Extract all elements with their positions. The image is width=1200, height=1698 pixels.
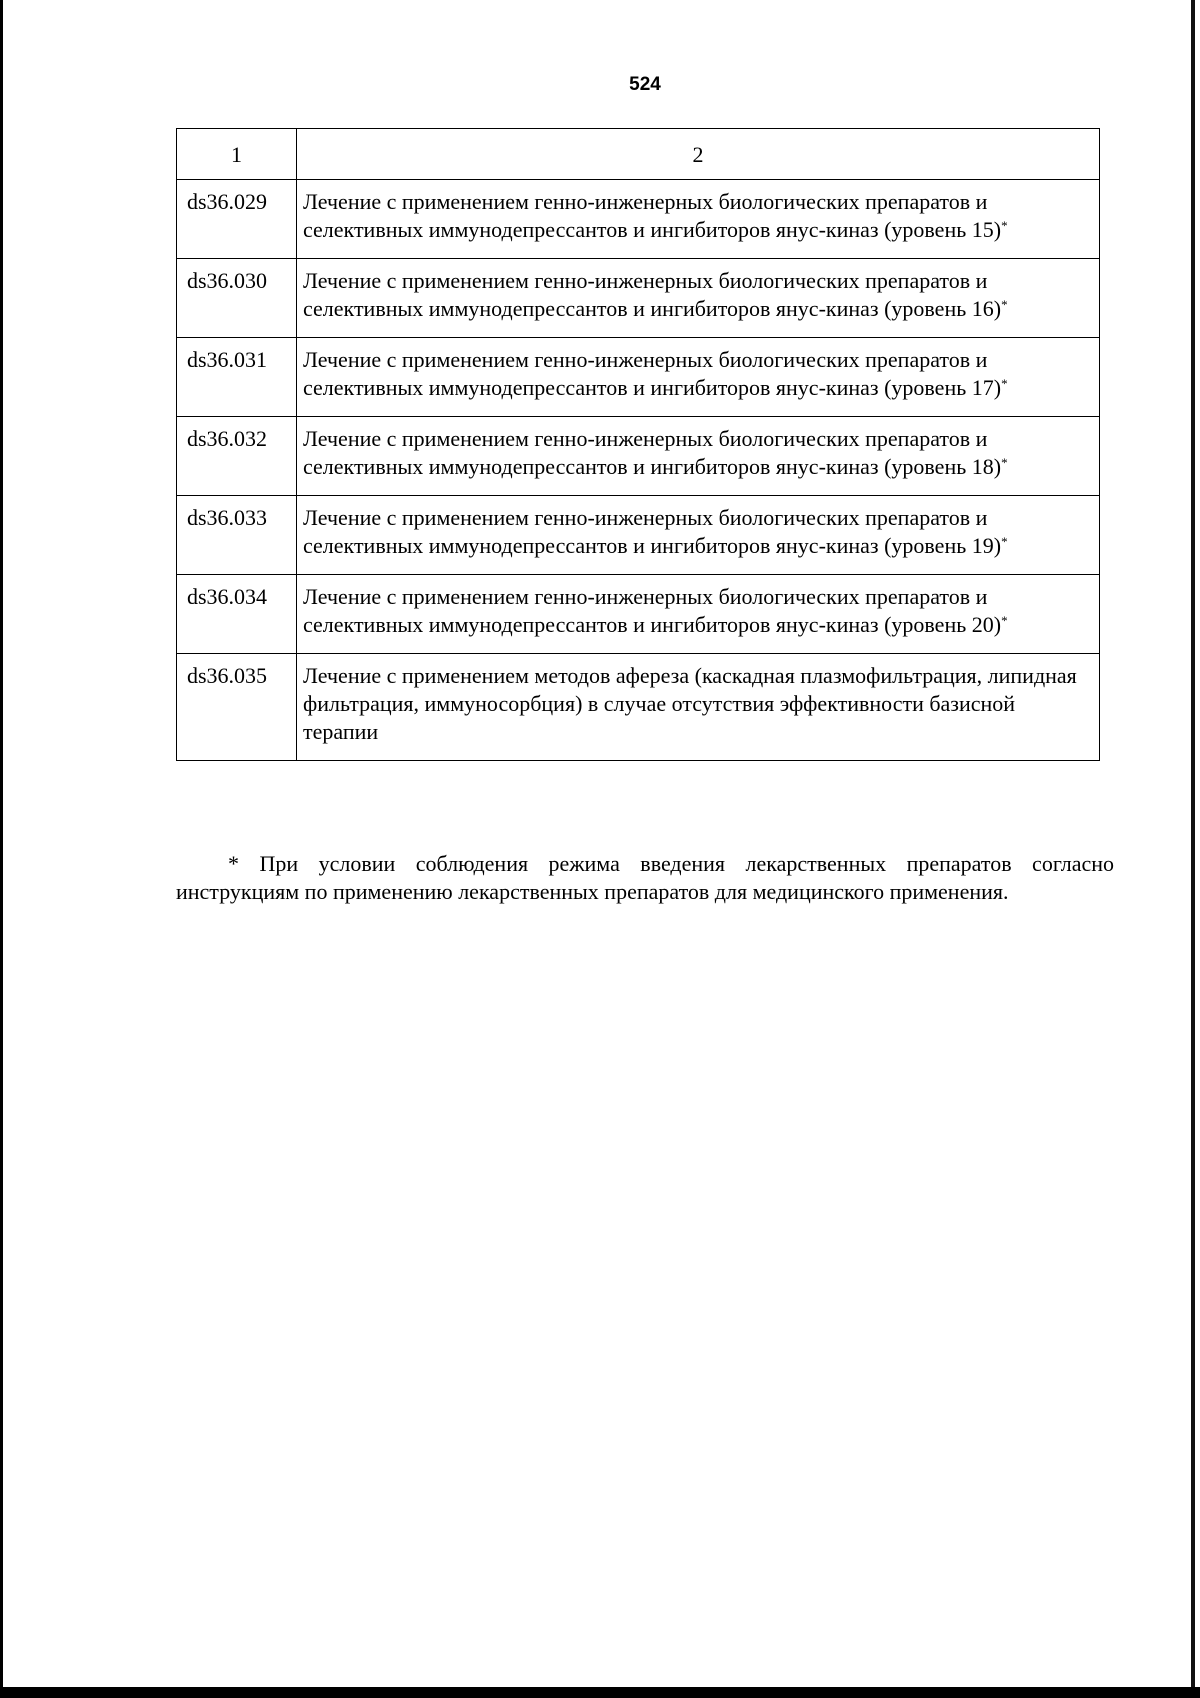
footnote-marker: * bbox=[1001, 297, 1008, 312]
table-header-col-1: 1 bbox=[177, 129, 297, 180]
row-description-cell bbox=[297, 259, 1100, 338]
table-header-row bbox=[177, 129, 1100, 180]
page-number: 524 bbox=[629, 74, 661, 95]
row-code: ds36.030 bbox=[177, 259, 297, 338]
table-row bbox=[177, 338, 1100, 417]
row-description: Лечение с применением генно-инженерных биологических препаратов и селективных иммунодепрессантов и ингибиторов янус-киназ (уровень 15) bbox=[303, 189, 1002, 242]
row-code: ds36.034 bbox=[177, 575, 297, 654]
scan-edge-left bbox=[0, 0, 3, 1698]
procedures-table bbox=[176, 128, 1100, 761]
footnote-marker: * bbox=[1001, 218, 1008, 233]
footnote: * При условии соблюдения режима введения лекарственных препаратов согласно инструкциям по применению лекарственных препаратов для медицинского применения. bbox=[176, 851, 1114, 904]
table-body bbox=[177, 129, 1100, 761]
footnote-marker: * bbox=[1001, 455, 1008, 470]
row-code: ds36.031 bbox=[177, 338, 297, 417]
row-code: ds36.029 bbox=[177, 180, 297, 259]
row-description: Лечение с применением генно-инженерных биологических препаратов и селективных иммунодепрессантов и ингибиторов янус-киназ (уровень 16) bbox=[303, 268, 1002, 321]
footnote-marker: * bbox=[1001, 376, 1008, 391]
table-row bbox=[177, 259, 1100, 338]
row-code: ds36.032 bbox=[177, 417, 297, 496]
row-description: Лечение с применением методов афереза (каскадная плазмофильтрация, липидная фильтрация, иммуносорбция) в случае отсутствия эффективности базисной терапии bbox=[303, 663, 1077, 744]
scan-edge-bottom bbox=[0, 1687, 1200, 1698]
row-description-cell bbox=[297, 575, 1100, 654]
table-row bbox=[177, 417, 1100, 496]
table-row bbox=[177, 496, 1100, 575]
row-description: Лечение с применением генно-инженерных биологических препаратов и селективных иммунодепрессантов и ингибиторов янус-киназ (уровень 17) bbox=[303, 347, 1002, 400]
row-code: ds36.033 bbox=[177, 496, 297, 575]
table-row bbox=[177, 180, 1100, 259]
row-description-cell bbox=[297, 654, 1100, 761]
table-header-col-2: 2 bbox=[297, 129, 1100, 180]
row-description: Лечение с применением генно-инженерных биологических препаратов и селективных иммунодепрессантов и ингибиторов янус-киназ (уровень 18) bbox=[303, 426, 1002, 479]
row-description-cell bbox=[297, 417, 1100, 496]
footnote-marker: * bbox=[1001, 613, 1008, 628]
row-description-cell bbox=[297, 338, 1100, 417]
row-code: ds36.035 bbox=[177, 654, 297, 761]
row-description-cell bbox=[297, 496, 1100, 575]
footnote-marker: * bbox=[1001, 534, 1008, 549]
row-description: Лечение с применением генно-инженерных биологических препаратов и селективных иммунодепрессантов и ингибиторов янус-киназ (уровень 20) bbox=[303, 584, 1002, 637]
scan-edge-right bbox=[1191, 0, 1195, 1698]
table-row bbox=[177, 575, 1100, 654]
row-description-cell bbox=[297, 180, 1100, 259]
row-description: Лечение с применением генно-инженерных биологических препаратов и селективных иммунодепрессантов и ингибиторов янус-киназ (уровень 19) bbox=[303, 505, 1002, 558]
table-row bbox=[177, 654, 1100, 761]
